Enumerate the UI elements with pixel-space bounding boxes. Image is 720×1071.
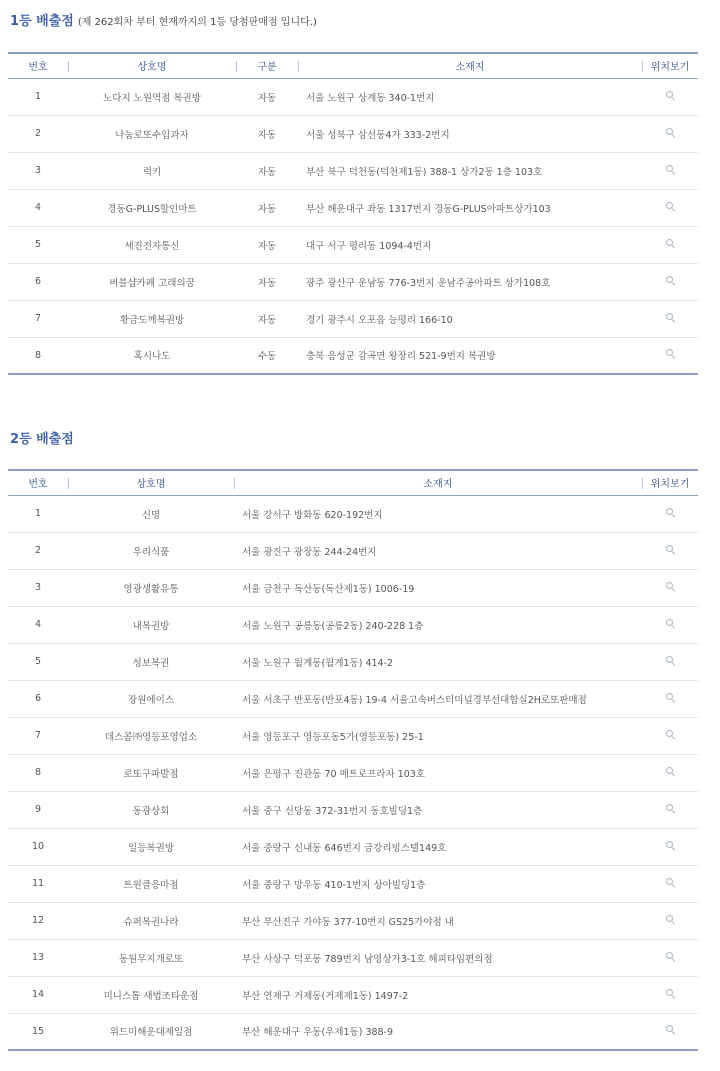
table-row (8, 791, 698, 828)
table-row (8, 939, 698, 976)
store-address: 광주 광산구 운남동 776-3번지 운남주공아파트 상가108호 (298, 263, 642, 300)
store-address: 대구 서구 평리동 1094-4번지 (298, 226, 642, 263)
table-row (8, 643, 698, 680)
table-row (8, 152, 698, 189)
header-map: 위치보기 (642, 53, 698, 78)
row-number: 3 (8, 152, 68, 189)
pick-type: 자동 (236, 226, 298, 263)
map-cell (642, 680, 698, 717)
table-row (8, 189, 698, 226)
table-row (8, 78, 698, 115)
table-row (8, 717, 698, 754)
header-no: 번호 (8, 53, 68, 78)
search-icon[interactable] (665, 692, 676, 703)
search-icon[interactable] (665, 766, 676, 777)
search-icon[interactable] (665, 164, 676, 175)
table-row (8, 680, 698, 717)
row-number: 3 (8, 569, 68, 606)
row-number: 1 (8, 495, 68, 532)
row-number: 15 (8, 1013, 68, 1050)
store-address: 부산 사상구 덕포동 789번지 남영상가3-1호 해피타임편의점 (234, 939, 642, 976)
search-icon[interactable] (665, 507, 676, 518)
search-icon[interactable] (665, 544, 676, 555)
store-name: 노다지 노원역점 복권방 (68, 78, 236, 115)
search-icon[interactable] (665, 655, 676, 666)
search-icon[interactable] (665, 988, 676, 999)
row-number: 6 (8, 680, 68, 717)
store-name: 나눔로또수입과자 (68, 115, 236, 152)
table-row (8, 532, 698, 569)
pick-type: 자동 (236, 189, 298, 226)
first-prize-table (8, 52, 698, 375)
search-icon[interactable] (665, 914, 676, 925)
pick-type: 자동 (236, 300, 298, 337)
header-addr: 소재지 (298, 53, 642, 78)
search-icon[interactable] (665, 348, 676, 359)
row-number: 5 (8, 226, 68, 263)
row-number: 7 (8, 300, 68, 337)
store-address: 경기 광주시 오포읍 능평리 166-10 (298, 300, 642, 337)
row-number: 8 (8, 337, 68, 374)
pick-type: 자동 (236, 152, 298, 189)
store-name: 동광상회 (68, 791, 234, 828)
map-cell (642, 226, 698, 263)
store-name: 슈퍼복권나라 (68, 902, 234, 939)
header-type: 구분 (236, 53, 298, 78)
second-prize-title: 2등 배출점 (10, 432, 74, 447)
search-icon[interactable] (665, 840, 676, 851)
map-cell (642, 902, 698, 939)
store-address: 서울 노원구 공릉동(공릉2동) 240-228 1층 (234, 606, 642, 643)
map-cell (642, 791, 698, 828)
table-row (8, 606, 698, 643)
table-header-row (8, 470, 698, 495)
pick-type: 자동 (236, 78, 298, 115)
store-name: 황금도깨복권방 (68, 300, 236, 337)
store-name: 장원에이스 (68, 680, 234, 717)
map-cell (642, 152, 698, 189)
map-cell (642, 78, 698, 115)
row-number: 2 (8, 532, 68, 569)
store-address: 부산 해운대구 우동(우제1동) 388-9 (234, 1013, 642, 1050)
store-address: 서울 중랑구 망우동 410-1번지 상아빌딩1층 (234, 865, 642, 902)
store-address: 서울 성북구 삼선동4가 333-2번지 (298, 115, 642, 152)
store-address: 서울 중랑구 신내동 646번지 금강리빙스텔149호 (234, 828, 642, 865)
second-prize-table (8, 469, 698, 1051)
table-row (8, 569, 698, 606)
row-number: 11 (8, 865, 68, 902)
search-icon[interactable] (665, 618, 676, 629)
search-icon[interactable] (665, 729, 676, 740)
store-name: 버블샵카페 고래의꿈 (68, 263, 236, 300)
search-icon[interactable] (665, 275, 676, 286)
table-row (8, 828, 698, 865)
store-address: 부산 해운대구 좌동 1317번지 경동G-PLUS아파트상가103 (298, 189, 642, 226)
map-cell (642, 189, 698, 226)
map-cell (642, 1013, 698, 1050)
store-address: 서울 광진구 광장동 244-24번지 (234, 532, 642, 569)
map-cell (642, 643, 698, 680)
map-cell (642, 754, 698, 791)
row-number: 6 (8, 263, 68, 300)
header-name: 상호명 (68, 53, 236, 78)
store-name: 혹시나도 (68, 337, 236, 374)
store-address: 서울 강서구 방화동 620-192번지 (234, 495, 642, 532)
first-prize-title: 1등 배출점 (제 262회차 부터 현재까지의 1등 당첨판매점 입니다.) (10, 14, 317, 29)
search-icon[interactable] (665, 201, 676, 212)
pick-type: 자동 (236, 263, 298, 300)
store-name: 데스콤㈜영등포영업소 (68, 717, 234, 754)
table-row (8, 300, 698, 337)
row-number: 5 (8, 643, 68, 680)
map-cell (642, 865, 698, 902)
store-name: 로또구파발점 (68, 754, 234, 791)
store-name: 일등복권방 (68, 828, 234, 865)
store-name: 우리식품 (68, 532, 234, 569)
row-number: 1 (8, 78, 68, 115)
search-icon[interactable] (665, 877, 676, 888)
store-name: 내복권방 (68, 606, 234, 643)
store-name: 성보복권 (68, 643, 234, 680)
map-cell (642, 495, 698, 532)
row-number: 9 (8, 791, 68, 828)
pick-type: 수동 (236, 337, 298, 374)
search-icon[interactable] (665, 238, 676, 249)
header-map: 위치보기 (642, 470, 698, 495)
map-cell (642, 532, 698, 569)
header-name: 상호명 (68, 470, 234, 495)
row-number: 2 (8, 115, 68, 152)
map-cell (642, 976, 698, 1013)
search-icon[interactable] (665, 90, 676, 101)
row-number: 4 (8, 189, 68, 226)
row-number: 4 (8, 606, 68, 643)
store-name: 세진전자통신 (68, 226, 236, 263)
store-name: 위드미해운대제일점 (68, 1013, 234, 1050)
row-number: 8 (8, 754, 68, 791)
store-address: 서울 은평구 진관동 70 메트로프라자 103호 (234, 754, 642, 791)
search-icon[interactable] (665, 312, 676, 323)
store-address: 서울 영등포구 영등포동5가(영등포동) 25-1 (234, 717, 642, 754)
store-name: 동원무지개로또 (68, 939, 234, 976)
table-row (8, 115, 698, 152)
search-icon[interactable] (665, 951, 676, 962)
map-cell (642, 337, 698, 374)
store-address: 서울 노원구 상계동 340-1번지 (298, 78, 642, 115)
map-cell (642, 263, 698, 300)
store-address: 부산 부산진구 가야동 377-10번지 GS25가야점 내 (234, 902, 642, 939)
map-cell (642, 569, 698, 606)
row-number: 13 (8, 939, 68, 976)
store-name: 럭키 (68, 152, 236, 189)
header-addr: 소재지 (234, 470, 642, 495)
store-address: 부산 북구 덕천동(덕천제1동) 388-1 상가2동 1층 103호 (298, 152, 642, 189)
map-cell (642, 606, 698, 643)
table-header-row (8, 53, 698, 78)
store-name: 영광생활유통 (68, 569, 234, 606)
store-address: 충북 음성군 감곡면 왕장리 521-9번지 복권방 (298, 337, 642, 374)
row-number: 14 (8, 976, 68, 1013)
store-name: 미니스톱 새법조타운점 (68, 976, 234, 1013)
table-row (8, 865, 698, 902)
map-cell (642, 939, 698, 976)
row-number: 12 (8, 902, 68, 939)
search-icon[interactable] (665, 127, 676, 138)
table-row (8, 976, 698, 1013)
store-address: 서울 금천구 독산동(독산제1동) 1006-19 (234, 569, 642, 606)
table-row (8, 226, 698, 263)
table-row (8, 902, 698, 939)
map-cell (642, 115, 698, 152)
store-address: 서울 중구 신당동 372-31번지 동호빌딩1층 (234, 791, 642, 828)
store-address: 서울 서초구 반포동(반포4동) 19-4 서울고속버스터미널경부선대합실2H로또판매점 (234, 680, 642, 717)
search-icon[interactable] (665, 1024, 676, 1035)
header-no: 번호 (8, 470, 68, 495)
map-cell (642, 717, 698, 754)
store-name: 트윈클응마점 (68, 865, 234, 902)
row-number: 7 (8, 717, 68, 754)
map-cell (642, 828, 698, 865)
table-row (8, 263, 698, 300)
store-name: 경동G-PLUS할인마트 (68, 189, 236, 226)
search-icon[interactable] (665, 803, 676, 814)
table-row (8, 495, 698, 532)
store-address: 서울 노원구 월계동(월계1동) 414-2 (234, 643, 642, 680)
store-name: 신명 (68, 495, 234, 532)
table-row (8, 1013, 698, 1050)
pick-type: 자동 (236, 115, 298, 152)
search-icon[interactable] (665, 581, 676, 592)
store-address: 부산 연제구 거제동(거제제1동) 1497-2 (234, 976, 642, 1013)
table-row (8, 754, 698, 791)
table-row (8, 337, 698, 374)
row-number: 10 (8, 828, 68, 865)
map-cell (642, 300, 698, 337)
first-prize-subtitle: (제 262회차 부터 현재까지의 1등 당첨판매점 입니다.) (77, 17, 317, 28)
